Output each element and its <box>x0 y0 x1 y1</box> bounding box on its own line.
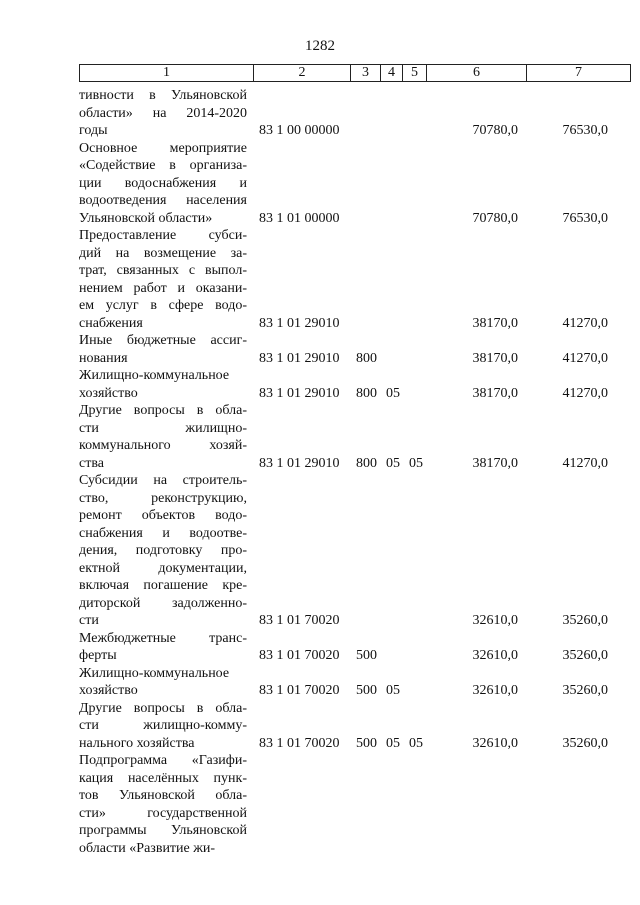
row-name <box>79 752 247 857</box>
row-name-line: Ульяновской области» <box>79 210 213 226</box>
row-name-line: Другие вопросы в обла- <box>79 403 247 418</box>
row-name <box>79 140 247 228</box>
row-code: 83 1 01 70020 <box>259 648 340 663</box>
row-expense-type: 500 <box>356 683 377 698</box>
row-name <box>79 402 247 472</box>
row-expense-type: 800 <box>356 385 377 401</box>
row-code: 83 1 01 70020 <box>259 613 340 628</box>
row-amount-year2: 35260,0 <box>562 735 608 751</box>
header-col-3: 3 <box>350 65 380 81</box>
row-amount-year1: 38170,0 <box>472 350 518 366</box>
row-code: 83 1 01 29010 <box>259 385 340 401</box>
row-code: 83 1 01 29010 <box>259 350 340 366</box>
row-name-line: нования <box>79 350 128 366</box>
table-row <box>0 402 640 472</box>
row-code: 83 1 01 70020 <box>259 735 340 751</box>
row-expense-type: 500 <box>356 735 377 751</box>
row-name-line: диторской задолженно- <box>79 595 247 611</box>
row-amount-year1: 32610,0 <box>472 735 518 751</box>
row-name-line: кация населённых пунк- <box>79 770 247 786</box>
row-name-line: Субсидии на строитель- <box>79 473 247 488</box>
row-name-line: Основное мероприятие <box>79 140 247 156</box>
row-name-line: Межбюджетные транс- <box>79 630 247 646</box>
row-code: 83 1 01 29010 <box>259 455 340 471</box>
row-name-line: дения, подготовку про- <box>79 543 247 558</box>
row-name-line: ремонт объектов водо- <box>79 508 247 523</box>
row-amount-year2: 35260,0 <box>562 613 608 628</box>
row-name <box>79 227 247 332</box>
row-code: 83 1 01 29010 <box>259 315 340 331</box>
row-name-line: нением работ и оказани- <box>79 280 247 296</box>
row-code: 83 1 00 00000 <box>259 123 340 138</box>
table-row <box>0 227 640 332</box>
row-name-line: Жилищно-коммунальное <box>79 665 230 681</box>
row-amount-year2: 41270,0 <box>562 385 608 401</box>
row-expense-type: 800 <box>356 455 377 471</box>
row-name <box>79 367 247 402</box>
row-section: 05 <box>386 735 400 751</box>
row-amount-year2: 41270,0 <box>562 455 608 471</box>
row-name <box>79 700 247 753</box>
row-name-line: включая погашение кре- <box>79 578 247 593</box>
row-name-line: Другие вопросы в обла- <box>79 700 247 716</box>
page-number: 1282 <box>305 38 335 54</box>
row-name-line: водоотведения населения <box>79 193 247 208</box>
row-name-line: ции водоснабжения и <box>79 175 247 191</box>
row-amount-year2: 41270,0 <box>562 350 608 366</box>
row-expense-type: 500 <box>356 648 377 663</box>
row-name <box>79 472 247 630</box>
row-name-line: сти» государственной <box>79 805 247 821</box>
header-col-4: 4 <box>380 65 402 81</box>
row-name <box>79 630 247 665</box>
row-name-line: сти жилищно- <box>79 420 247 436</box>
table-row <box>0 332 640 367</box>
row-name-line: дий на возмещение за- <box>79 245 247 261</box>
table-header <box>79 64 631 82</box>
header-col-7: 7 <box>526 65 630 81</box>
row-name-line: программы Ульяновской <box>79 823 247 838</box>
row-name-line: ектной документации, <box>79 560 247 576</box>
row-amount-year2: 76530,0 <box>562 123 608 138</box>
row-name-line: области «Развитие жи- <box>79 840 216 856</box>
row-name-line: хозяйство <box>79 385 138 401</box>
row-amount-year1: 38170,0 <box>472 455 518 471</box>
row-amount-year1: 32610,0 <box>472 683 518 698</box>
row-name <box>79 665 247 700</box>
row-name-line: ства <box>79 455 104 471</box>
table-row <box>0 700 640 753</box>
row-name-line: ем услуг в сфере водо- <box>79 298 247 313</box>
row-name-line: тов Ульяновской обла- <box>79 788 247 803</box>
row-expense-type: 800 <box>356 350 377 366</box>
table-row <box>0 472 640 630</box>
row-name-line: Иные бюджетные ассиг- <box>79 333 247 348</box>
table-row <box>0 140 640 228</box>
row-name-line: годы <box>79 123 108 138</box>
row-name <box>79 332 247 367</box>
row-name-line: Жилищно-коммунальное <box>79 368 230 383</box>
row-name-line: сти <box>79 613 99 628</box>
row-name <box>79 87 247 140</box>
row-name-line: ство, реконструкцию, <box>79 490 247 506</box>
row-section: 05 <box>386 683 400 698</box>
row-amount-year2: 35260,0 <box>562 648 608 663</box>
row-amount-year1: 70780,0 <box>472 123 518 138</box>
row-name-line: снабжения и водоотве- <box>79 525 247 541</box>
row-name-line: трат, связанных с выпол- <box>79 263 247 278</box>
row-name-line: Предоставление субси- <box>79 228 247 243</box>
row-name-line: снабжения <box>79 315 143 331</box>
row-amount-year2: 35260,0 <box>562 683 608 698</box>
row-section: 05 <box>386 455 400 471</box>
row-name-line: хозяйство <box>79 683 138 698</box>
row-amount-year1: 32610,0 <box>472 648 518 663</box>
row-amount-year1: 70780,0 <box>472 210 518 226</box>
row-code: 83 1 01 00000 <box>259 210 340 226</box>
table-row <box>0 367 640 402</box>
table-row <box>0 752 640 857</box>
row-name-line: ферты <box>79 648 117 663</box>
row-name-line: «Содействие в организа- <box>79 158 247 173</box>
header-col-2: 2 <box>253 65 350 81</box>
row-section: 05 <box>386 385 400 401</box>
header-col-1: 1 <box>163 65 170 80</box>
table-row <box>0 665 640 700</box>
row-amount-year1: 38170,0 <box>472 385 518 401</box>
row-amount-year1: 32610,0 <box>472 613 518 628</box>
row-name-line: Подпрограмма «Газифи- <box>79 753 247 768</box>
row-amount-year2: 76530,0 <box>562 210 608 226</box>
header-col-6: 6 <box>426 65 526 81</box>
table-row <box>0 630 640 665</box>
row-name-line: сти жилищно-комму- <box>79 718 247 733</box>
row-subsection: 05 <box>409 455 423 471</box>
row-name-line: тивности в Ульяновской <box>79 88 247 103</box>
row-subsection: 05 <box>409 735 423 751</box>
row-amount-year2: 41270,0 <box>562 315 608 331</box>
row-code: 83 1 01 70020 <box>259 683 340 698</box>
header-col-5: 5 <box>402 65 426 81</box>
row-name-line: области» на 2014-2020 <box>79 105 247 121</box>
row-name-line: коммунального хозяй- <box>79 438 247 453</box>
row-amount-year1: 38170,0 <box>472 315 518 331</box>
row-name-line: нального хозяйства <box>79 735 195 751</box>
table-row <box>0 87 640 140</box>
